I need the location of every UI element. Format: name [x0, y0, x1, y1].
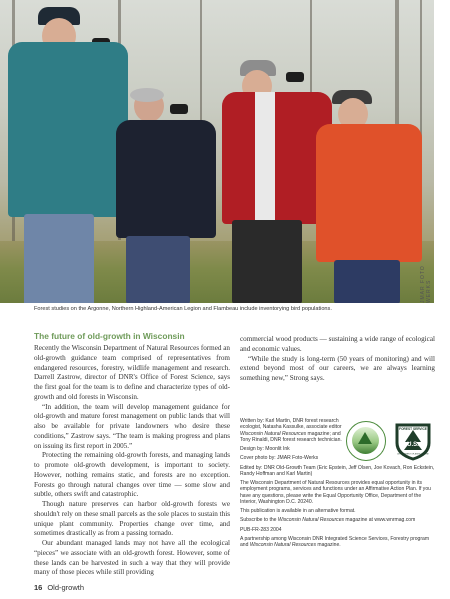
subscribe-note: Subscribe to the Wisconsin Natural Resources magazine at www.wnrmag.com — [240, 517, 416, 524]
birders-photo — [0, 0, 434, 303]
paragraph: “In addition, the team will develop management guidance for old-growth and mature forest management on public lands that will also be available for private landowners who desire these conditions,” Zastrow says. “The team is making progress and plans on issuing its first report in 2005.” — [34, 402, 230, 450]
design-credit: Design by: Moonlit Ink — [240, 446, 290, 453]
svg-text:U.S.: U.S. — [407, 442, 419, 448]
page-footer — [34, 583, 84, 592]
article-left-column — [34, 344, 230, 578]
article-heading: The future of old-growth in Wisconsin — [34, 331, 185, 341]
paragraph: Protecting the remaining old-growth forests, and managing lands to promote old-growth development, is important to society. However, nothing remains static, and forests are no exception. Forests go through natural changes over time — some slow and subtle, others swift and catastrophic. — [34, 451, 230, 499]
paragraph: Recently the Wisconsin Department of Natural Resources formed an old-growth guidance team comprised of representatives from endangered resources, forestry, wildlife management and research. Darrell Zastrow, director of DNR's Office of Forest Science, says the first goal for the team is to define and characterize types of old-growth and old forests in Wisconsin. — [34, 344, 230, 401]
publication-number: PUB-FR-283 2004 — [240, 526, 282, 533]
svg-text:FOREST SERVICE: FOREST SERVICE — [399, 427, 427, 431]
paragraph: Our abundant managed lands may not have all the ecological “pieces” we associate with an old-growth forest. However, some of these lands can be harvested in such a way that they will provide many of those pieces while still providing — [34, 539, 230, 577]
photo-credit: JMAR FOTO WERKS — [420, 265, 432, 303]
eeo-statement: The Wisconsin Department of Natural Resources provides equal opportunity in its employment programs, services and functions under an Affirmative Action Plan. If you have any questions, please write the Equal Opportunity Office, Department of the Interior, Washington D.C. 20240. — [240, 480, 431, 506]
written-by: Written by: Karl Martin, DNR forest research ecologist, Natasha Kassulke, associate editor Wisconsin Natural Resources magazine; and Tony Rinaldi, DNR forest research technician. — [240, 418, 342, 444]
page-number: 16 — [34, 583, 43, 592]
forest-service-shield-icon — [394, 421, 432, 461]
paragraph: commercial wood products — sustaining a wide range of ecological and economic values. — [240, 335, 435, 353]
cover-credit: Cover photo by: JMAR Foto-Werks — [240, 455, 319, 462]
edited-by: Edited by: DNR Old-Growth Team (Eric Epstein, Jeff Olsen, Joe Kovach, Ron Eckstein, Randy Hoffman and Karl Martin) — [240, 464, 435, 477]
paragraph: “While the study is long-term (50 years of monitoring) and will extend beyond most of our careers, we are always learning something new,” Strong says. — [240, 354, 435, 382]
svg-text:DEPARTMENT OF AGRICULTURE: DEPARTMENT OF AGRICULTURE — [397, 453, 429, 456]
birder-navy-sweater — [112, 88, 216, 303]
photo-caption: Forest studies on the Argonne, Northern Highland-American Legion and Flambeau include inventorying bird populations. — [34, 306, 332, 312]
section-name: Old-growth — [47, 583, 85, 592]
logos — [346, 421, 436, 461]
article-right-column — [240, 335, 435, 384]
birder-orange-jacket — [316, 90, 424, 303]
alt-format-note: This publication is available in an alternative format. — [240, 508, 356, 515]
wisconsin-dnr-logo-icon — [346, 421, 386, 461]
paragraph: Though nature preserves can harbor old-growth forests we shouldn't rely on these small parcels as the sole places to sustain this unique plant community. Properties change over time, and sometimes drastically as from a passing tornado. — [34, 500, 230, 538]
partnership-note: A partnership among Wisconsin DNR Integrated Science Services, Forestry program and Wisconsin Natural Resources magazine. — [240, 535, 430, 548]
